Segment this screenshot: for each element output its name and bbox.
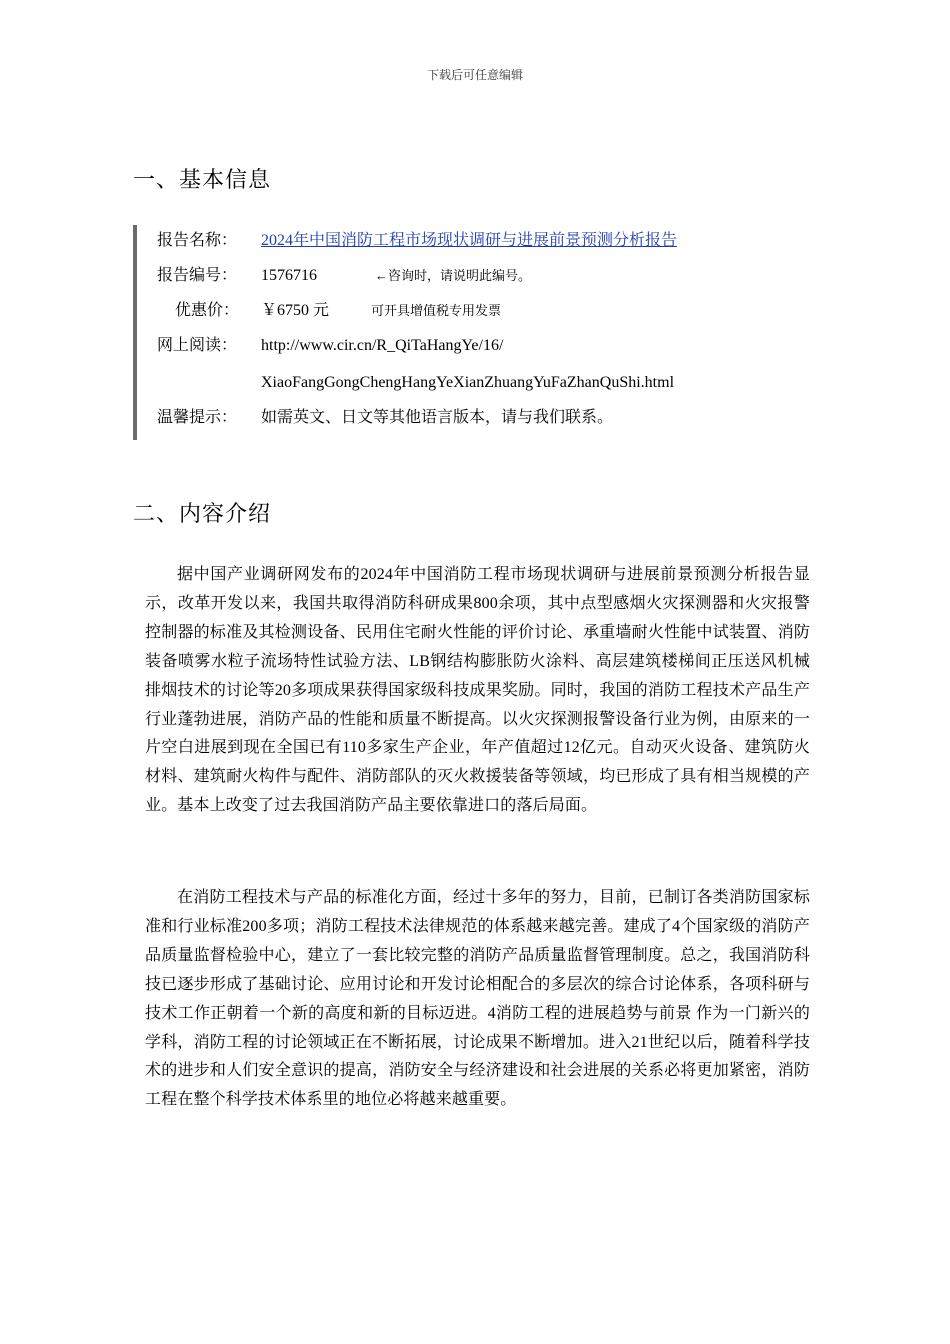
report-id-label: 报告编号： [157, 267, 238, 284]
read-online-label: 网上阅读： [157, 337, 238, 354]
report-info-block [133, 225, 777, 440]
price-row [157, 299, 501, 323]
price-label: 优惠价： [175, 302, 240, 319]
content-paragraph-1: 据中国产业调研网发布的2024年中国消防工程市场现状调研与进展前景预测分析报告显示，改革开发以来，我国共取得消防科研成果800余项，其中点型感烟火灾探测器和火灾报警控制器的标准及其检测设备、民用住宅耐火性能的评价讨论、承重墙耐火性能中试装置、消防装备喷雾水粒子流场特性试验方法、LB钢结构膨胀防火涂料、高层建筑楼梯间正压送风机械排烟技术的讨论等20多项成果获得国家级科技成果奖励。同时，我国的消防工程技术产品生产行业蓬勃进展，消防产品的性能和质量不断提高。以火灾探测报警设备行业为例，由原来的一片空白进展到现在全国已有110多家生产企业，年产值超过12亿元。自动灭火设备、建筑防火材料、建筑耐火构件与配件、消防部队的灭火救援装备等领域，均已形成了具有相当规模的产业。基本上改变了过去我国消防产品主要依靠进口的落后局面。 [145, 566, 810, 815]
read-online-url-line2[interactable]: XiaoFangGongChengHangYeXianZhuangYuFaZhanQuShi.html [261, 374, 675, 391]
price-note: 可开具增值税专用发票 [371, 303, 502, 318]
report-id-note: ←咨询时，请说明此编号。 [375, 268, 532, 283]
tip-row [157, 406, 613, 430]
section-heading-content-intro: 二、内容介绍 [133, 502, 272, 527]
read-online-row-2 [157, 371, 674, 395]
report-id-value: 1576716 [261, 267, 317, 284]
report-id-row [157, 264, 531, 288]
report-name-label: 报告名称： [157, 232, 238, 249]
read-online-row [157, 334, 503, 358]
section-heading-basic-info: 一、基本信息 [133, 168, 272, 193]
content-paragraph-2: 在消防工程技术与产品的标准化方面，经过十多年的努力，目前，已制订各类消防国家标准和行业标准200多项；消防工程技术法律规范的体系越来越完善。建成了4个国家级的消防产品质量监督检验中心，建立了一套比较完整的消防产品质量监督管理制度。总之，我国消防科技已逐步形成了基础讨论、应用讨论和开发讨论相配合的多层次的综合讨论体系，各项科研与技术工作正朝着一个新的高度和新的目标迈进。4消防工程的进展趋势与前景 作为一门新兴的学科，消防工程的讨论领域正在不断拓展，讨论成果不断增加。进入21世纪以后，随着科学技术的进步和人们安全意识的提高，消防安全与经济建设和社会进展的关系必将更加紧密，消防工程在整个科学技术体系里的地位必将越来越重要。 [145, 889, 810, 1109]
page-header: 下载后可任意编辑 [426, 68, 523, 82]
report-name-row [157, 229, 677, 253]
price-value: ￥6750 元 [261, 302, 330, 319]
tip-value: 如需英文、日文等其他语言版本，请与我们联系。 [261, 409, 614, 426]
report-name-link[interactable]: 2024年中国消防工程市场现状调研与进展前景预测分析报告 [261, 232, 678, 249]
read-online-url-line1[interactable]: http://www.cir.cn/R_QiTaHangYe/16/ [261, 337, 504, 354]
tip-label: 温馨提示： [157, 409, 238, 426]
